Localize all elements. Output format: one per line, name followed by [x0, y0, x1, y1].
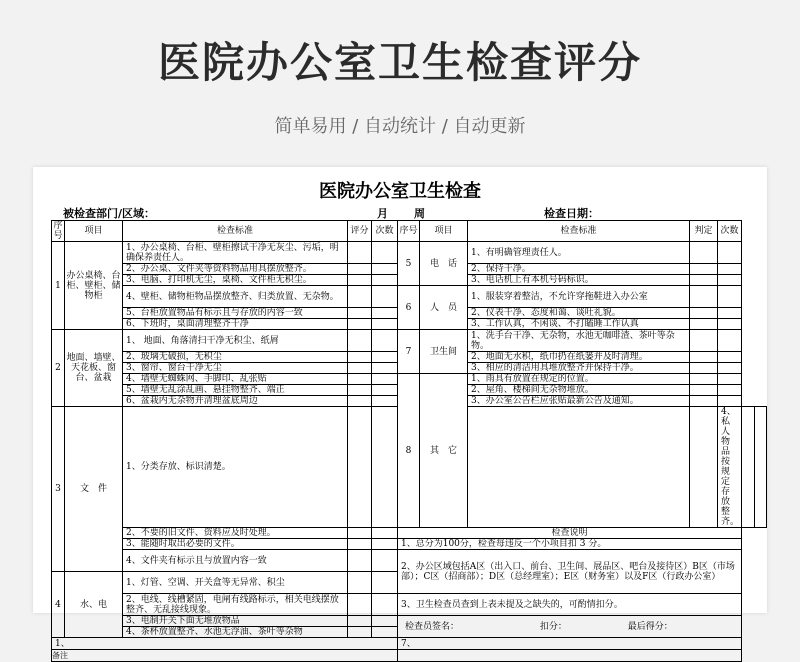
standard-cell: 3、工作认真，不闲谈、不打瞌睡工作认真 [468, 319, 690, 330]
inspection-table [51, 220, 767, 662]
inspector-signature-label: 检查员签名： [405, 621, 460, 632]
standard-cell: 2、地面无水积，纸巾扔在纸篓并及时清理。 [468, 352, 690, 363]
times-cell[interactable] [372, 374, 398, 385]
score-cell[interactable] [348, 242, 372, 264]
standard-cell: 1、灯管、空调、开关盒等无异常、积尘 [123, 572, 348, 594]
judge-cell[interactable] [690, 286, 718, 308]
judge-cell[interactable] [690, 374, 718, 385]
times-cell[interactable] [718, 264, 742, 275]
judge-cell[interactable] [690, 275, 718, 286]
times-cell[interactable] [372, 627, 398, 638]
times-cell[interactable] [372, 396, 398, 407]
group-no: 3 [52, 407, 65, 572]
header-times: 次数 [372, 221, 398, 242]
standard-cell: 2、不要的旧文件、资料应及时处理。 [123, 528, 348, 539]
standard-cell: 1、 地面、角落清扫干净无积尘、纸屑 [123, 330, 348, 352]
header-standard: 检查标准 [123, 221, 348, 242]
standard-cell: 4、文件夹有标示且与放置内容一致 [123, 550, 348, 572]
standard-cell: 1、分类存放、标识清楚。 [123, 407, 348, 528]
signature-row [398, 616, 742, 638]
judge-cell[interactable] [690, 330, 718, 352]
judge-cell[interactable] [690, 242, 718, 264]
header-score: 评分 [348, 221, 372, 242]
score-cell[interactable] [348, 407, 372, 528]
times-cell[interactable] [718, 374, 742, 385]
standard-cell: 3、办公室公告栏应张贴最新公告及通知。 [468, 396, 690, 407]
week-label: 周 [414, 207, 425, 220]
header-item-right: 项目 [420, 221, 468, 242]
times-cell[interactable] [372, 528, 398, 539]
standard-cell: 4、壁柜、储物柜物品摆放整齐、归类放置、无杂物。 [123, 286, 348, 308]
judge-cell[interactable] [690, 352, 718, 363]
notes-line: 1、总分为100分，检查每违反一个小项目扣 3 分。 [398, 539, 742, 550]
times-cell[interactable] [718, 363, 742, 374]
times-cell[interactable] [372, 407, 398, 528]
header-times-right: 次数 [718, 221, 742, 242]
times-cell[interactable] [718, 308, 742, 319]
score-cell[interactable] [348, 363, 372, 374]
standard-cell: 2、办公桌、文件夹等资料物品用具摆放整齐。 [123, 264, 348, 275]
notes-line: 2、办公区域包括A区（出入口、前台、卫生间、展品区、吧台及接待区）B区（市场部）；C区（招商部）；D区（总经理室）；E区（财务室）以及F区（行政办公室） [398, 550, 742, 594]
judge-cell[interactable] [742, 407, 755, 528]
page-subtitle: 简单易用 / 自动统计 / 自动更新 [274, 116, 526, 137]
score-cell[interactable] [348, 539, 372, 550]
remark-row [52, 650, 398, 662]
times-cell[interactable] [372, 242, 398, 264]
times-cell[interactable] [718, 275, 742, 286]
score-cell[interactable] [348, 330, 372, 352]
group-no: 7 [398, 330, 420, 374]
standard-cell: 4、茶杯放置整齐、水池无浮油、茶叶等杂物 [123, 627, 348, 638]
standard-cell: 3、电话机上有本机号码标识。 [468, 275, 690, 286]
final-score-label: 最后得分： [627, 621, 673, 632]
judge-cell[interactable] [690, 264, 718, 275]
standard-cell: 2、玻璃无破损，无积尘 [123, 352, 348, 363]
document-title: 医院办公室卫生检查 [319, 181, 481, 202]
page-title: 医院办公室卫生检查评分 [157, 38, 642, 87]
score-cell[interactable] [348, 286, 372, 308]
group-item: 地面、墙壁、天花板、窗台、盆栽 [65, 330, 123, 407]
judge-cell[interactable] [690, 385, 718, 396]
standard-cell: 1、服装穿着整洁，不允许穿拖鞋进入办公室 [468, 286, 690, 308]
times-cell[interactable] [372, 616, 398, 627]
score-cell[interactable] [348, 319, 372, 330]
dept-label: 被检查部门/区域： [63, 207, 156, 220]
group-no: 5 [398, 242, 420, 286]
times-cell[interactable] [718, 352, 742, 363]
standard-cell: 2、屋角、楼梯间无杂物堆放。 [468, 385, 690, 396]
times-cell[interactable] [718, 286, 742, 308]
remark-cell[interactable] [398, 650, 742, 662]
group-item: 文 件 [65, 407, 123, 572]
times-cell[interactable] [372, 363, 398, 374]
score-cell[interactable] [348, 385, 372, 396]
standard-cell: 1、雨具有放置在规定的位置。 [468, 374, 690, 385]
standard-cell: 3、窗帘、窗台干净无尘 [123, 363, 348, 374]
group-item: 电 话 [420, 242, 468, 286]
footer-right-number: 7、 [398, 638, 742, 650]
empty-cell [468, 407, 690, 528]
group-no: 8 [398, 374, 420, 528]
standard-cell: 4、私人物品按规定存放整齐。 [718, 407, 742, 528]
standard-cell: 1、办公桌椅、台柜、壁柜擦试干净无灰尘、污垢，明确保养责任人。 [123, 242, 348, 264]
score-cell[interactable] [348, 374, 372, 385]
times-cell[interactable] [372, 330, 398, 352]
score-cell[interactable] [348, 616, 372, 627]
score-cell[interactable] [348, 264, 372, 275]
judge-cell[interactable] [690, 319, 718, 330]
score-cell[interactable] [348, 550, 372, 572]
standard-cell: 5、台柜放置物品有标示且与存放的内容一致 [123, 308, 348, 319]
group-item: 办公桌椅、台柜、壁柜、储物柜 [65, 242, 123, 330]
times-cell[interactable] [372, 275, 398, 286]
times-cell[interactable] [718, 330, 742, 352]
judge-cell[interactable] [690, 396, 718, 407]
times-cell[interactable] [372, 539, 398, 550]
standard-cell: 3、电脑、打印机无尘，桌椅、文件柜无积尘。 [123, 275, 348, 286]
standard-cell: 1、有明确管理责任人。 [468, 242, 690, 264]
times-cell[interactable] [372, 264, 398, 275]
header-standard-right: 检查标准 [468, 221, 690, 242]
document-sheet [33, 167, 767, 660]
times-cell[interactable] [372, 308, 398, 319]
times-cell[interactable] [372, 319, 398, 330]
times-cell[interactable] [372, 286, 398, 308]
times-cell[interactable] [754, 407, 767, 528]
times-cell[interactable] [718, 396, 742, 407]
header-judge: 判定 [690, 221, 718, 242]
standard-cell: 2、仪表干净、态度和蔼、谈吐礼貌。 [468, 308, 690, 319]
standard-cell: 6、下班时，桌面清理整齐干净 [123, 319, 348, 330]
group-item: 卫生间 [420, 330, 468, 374]
date-label: 检查日期： [544, 207, 599, 220]
judge-cell[interactable] [690, 363, 718, 374]
notes-line: 3、卫生检查员查到上表未提及之缺失的，可酌情扣分。 [398, 594, 742, 616]
standard-cell: 3、能随时取出必要的文件。 [123, 539, 348, 550]
deduct-label: 扣分： [539, 621, 567, 632]
group-no: 6 [398, 286, 420, 330]
times-cell[interactable] [372, 572, 398, 594]
times-cell[interactable] [372, 550, 398, 572]
times-cell[interactable] [718, 242, 742, 264]
header-item: 项目 [65, 221, 123, 242]
times-cell[interactable] [372, 594, 398, 616]
standard-cell: 2、电线、线槽紧固，电闸有线路标示，相关电线摆放整齐、无乱接线现象。 [123, 594, 348, 616]
standard-cell: 6、盆栽内无杂物并清理盆底周边 [123, 396, 348, 407]
score-cell[interactable] [348, 352, 372, 363]
group-no: 1 [52, 242, 65, 330]
group-item: 其 它 [420, 374, 468, 528]
footer-left-number: 1、 [52, 638, 398, 650]
score-cell[interactable] [348, 528, 372, 539]
score-cell[interactable] [348, 308, 372, 319]
times-cell[interactable] [718, 385, 742, 396]
score-cell[interactable] [348, 627, 372, 638]
times-cell[interactable] [372, 352, 398, 363]
group-item: 水、电 [65, 572, 123, 638]
standard-cell: 2、保持干净。 [468, 264, 690, 275]
score-cell[interactable] [348, 275, 372, 286]
standard-cell: 5、墙壁无乱涂乱画、悬挂物整齐、端正 [123, 385, 348, 396]
empty-cell [690, 407, 718, 528]
group-no: 2 [52, 330, 65, 407]
standard-cell: 1、洗手台干净、无杂物，水池无咖啡渣、茶叶等杂物。 [468, 330, 690, 352]
header-no: 序号 [53, 221, 63, 241]
score-cell[interactable] [348, 594, 372, 616]
score-cell[interactable] [348, 572, 372, 594]
remark-label: 备注 [52, 650, 68, 660]
times-cell[interactable] [718, 319, 742, 330]
standard-cell: 3、相应的清洁用具堆放整齐并保持干净。 [468, 363, 690, 374]
month-label: 月 [377, 207, 388, 220]
times-cell[interactable] [372, 385, 398, 396]
judge-cell[interactable] [690, 308, 718, 319]
group-item: 人 员 [420, 286, 468, 330]
score-cell[interactable] [348, 396, 372, 407]
standard-cell: 3、电制开关下面无堆放物品 [123, 616, 348, 627]
notes-title: 检查说明 [398, 528, 742, 539]
group-no: 4 [52, 572, 65, 638]
standard-cell: 4、墙壁无蜘蛛网、手脚印、乱张贴 [123, 374, 348, 385]
header-no-right: 序号 [398, 221, 420, 242]
